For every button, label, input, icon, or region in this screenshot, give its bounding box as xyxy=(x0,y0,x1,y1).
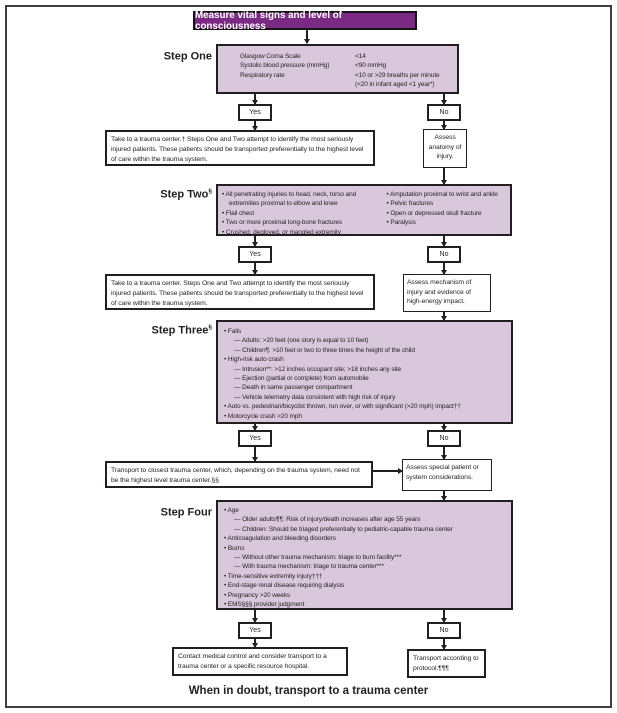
criterion-subitem: — Without other trauma mechanism: triage to burn facility*** xyxy=(234,554,402,562)
step-one-no-action: Assess anatomy of injury. xyxy=(423,129,467,168)
flow-arrow xyxy=(254,610,256,622)
step-two-label-text: Step Two xyxy=(160,188,209,201)
flow-arrow xyxy=(443,447,445,459)
criterion-item: • Paralysis xyxy=(386,219,416,227)
criterion-item: • Falls xyxy=(224,328,242,335)
criterion-item: • High-risk auto crash xyxy=(224,356,284,364)
criterion-item: • EMS§§§ provider judgment xyxy=(224,601,305,609)
criterion-item: • Pregnancy >20 weeks xyxy=(224,591,291,599)
flow-arrow xyxy=(306,30,308,43)
step-two-criteria-box xyxy=(216,184,512,236)
yes-label: Yes xyxy=(249,435,261,442)
no-label: No xyxy=(439,627,449,634)
flow-arrow xyxy=(443,263,445,274)
flow-arrow xyxy=(254,121,256,130)
criterion-subitem: — Children: Should be triaged preferentially to pediatric-capable trauma center xyxy=(234,525,453,533)
no-label: No xyxy=(439,251,449,258)
flow-arrow xyxy=(254,236,256,246)
criterion-item: • Motorcycle crash >20 mph xyxy=(224,412,302,420)
flow-arrow xyxy=(443,236,445,246)
step-two-label xyxy=(122,188,212,201)
step-one-no-box xyxy=(427,104,461,121)
step-four-no-box xyxy=(427,622,461,639)
criterion-row xyxy=(240,52,453,61)
criterion-item: • All penetrating injuries to head, neck, torso and extremities proximal to elbow and knee xyxy=(222,191,357,208)
flow-arrow xyxy=(254,263,256,274)
criterion-subitem: — Children¶: >10 feet or two to three times the height of the child xyxy=(234,346,415,354)
flow-arrow xyxy=(443,94,445,104)
criterion-item: • Pelvic fractures xyxy=(386,200,434,208)
yes-label: Yes xyxy=(249,251,261,258)
step-one-yes-outcome: Take to a trauma center.† Steps One and Two attempt to identify the most seriously injured patients. These patients should be transported preferentially to the highest level of care within the trauma system. xyxy=(105,130,375,166)
criterion-item: • Amputation proximal to wrist and ankle xyxy=(386,191,498,198)
step-three-label-text: Step Three xyxy=(151,324,209,337)
criterion-subitem: — Ejection (partial or complete) from automobile xyxy=(234,375,369,383)
flow-arrow xyxy=(443,312,445,320)
criterion-item: • Flail chest xyxy=(222,209,255,217)
step-three-yes-outcome: Transport to closest trauma center, which, depending on the trauma system, need not be the highest level trauma center.§§ xyxy=(105,461,373,488)
step-four-label xyxy=(122,506,212,519)
criterion-subitem: — Death in same passenger compartment xyxy=(234,384,353,392)
flow-arrow xyxy=(254,94,256,104)
step-one-yes-box xyxy=(238,104,272,121)
step-three-criteria-box xyxy=(216,320,513,424)
criterion-item: • End-stage renal disease requiring dialysis xyxy=(224,582,344,590)
step-two-yes-outcome: Take to a trauma center. Steps One and Two attempt to identify the most seriously injured patients. These patients should be transported preferentially to the highest level of care within the trauma system. xyxy=(105,274,375,310)
criterion-item: • Time-sensitive extremity injury††† xyxy=(224,572,323,580)
criterion-value: <10 or >29 breaths per minute xyxy=(355,71,440,79)
step-four-yes-box xyxy=(238,622,272,639)
flow-arrow xyxy=(443,168,445,184)
step-four-no-action: Transport according to protocol.¶¶¶ xyxy=(407,649,486,678)
criterion-row xyxy=(240,61,453,70)
step-three-label xyxy=(122,324,212,337)
criterion-item: • Open or depressed skull fracture xyxy=(386,209,482,217)
step-four-yes-outcome: Contact medical control and consider transport to a trauma center or a specific resource hospital. xyxy=(172,647,348,676)
criterion-subitem: — Older adults¶¶: Risk of injury/death increases after age 55 years xyxy=(234,516,421,524)
criterion-subitem: — With trauma mechanism: triage to trauma center*** xyxy=(234,563,384,571)
step-three-no-box xyxy=(427,430,461,447)
step-one-label-text: Step One xyxy=(163,50,212,63)
step-four-criteria-box xyxy=(216,500,513,610)
no-label: No xyxy=(439,435,449,442)
flow-arrow xyxy=(443,610,445,622)
criterion-name: Glasgow Coma Scale xyxy=(240,53,301,60)
criterion-name: Systolic blood pressure (mmHg) xyxy=(240,62,330,70)
criterion-item: • Age xyxy=(224,507,239,514)
title-banner xyxy=(193,11,417,30)
criterion-item: • Crushed, degloved, or mangled extremity xyxy=(222,228,341,236)
step-two-yes-box xyxy=(238,246,272,263)
flow-arrow xyxy=(254,639,256,647)
flow-arrow xyxy=(443,121,445,129)
step-one-criteria-box xyxy=(216,44,459,94)
criterion-name: Respiratory rate xyxy=(240,71,285,79)
flow-arrow-horizontal xyxy=(373,470,402,472)
step-one-label xyxy=(122,50,212,63)
yes-label: Yes xyxy=(249,109,261,116)
criterion-subitem: — Vehicle telemetry data consistent with high risk of injury xyxy=(234,393,396,401)
step-four-label-text: Step Four xyxy=(160,506,212,519)
flow-arrow xyxy=(443,491,445,500)
yes-label: Yes xyxy=(249,627,261,634)
no-label: No xyxy=(439,109,449,116)
criterion-subitem: — Adults: >20 feet (one story is equal to 10 feet) xyxy=(234,337,369,345)
criterion-item: • Burns xyxy=(224,544,245,552)
step-three-no-action: Assess special patient or system considerations. xyxy=(402,459,492,491)
criterion-row xyxy=(240,71,453,90)
criterion-item: • Auto vs. pedestrian/bicyclist thrown, run over, or with significant (>20 mph) impact†† xyxy=(224,403,461,411)
title-text: Measure vital signs and level of consciousness xyxy=(195,9,343,32)
criterion-subitem: — Intrusion**: >12 inches occupant site; >18 inches any site xyxy=(234,365,402,373)
flow-arrow xyxy=(254,447,256,461)
criterion-value: <14 xyxy=(355,53,366,60)
step-three-yes-box xyxy=(238,430,272,447)
criterion-value: <90 mmHg xyxy=(355,62,387,70)
criterion-item: • Two or more proximal long-bone fractures xyxy=(222,219,343,227)
criterion-value-note: (<20 in infant aged <1 year*) xyxy=(355,81,435,89)
step-two-marker: § xyxy=(208,188,212,195)
flow-arrow xyxy=(443,639,445,649)
step-two-no-action: Assess mechanism of injury and evidence of high-energy impact. xyxy=(403,274,491,312)
footer-note: When in doubt, transport to a trauma center xyxy=(188,685,429,697)
criterion-item: • Anticoagulation and bleeding disorders xyxy=(224,535,336,543)
step-three-marker: § xyxy=(208,324,212,331)
step-two-no-box xyxy=(427,246,461,263)
